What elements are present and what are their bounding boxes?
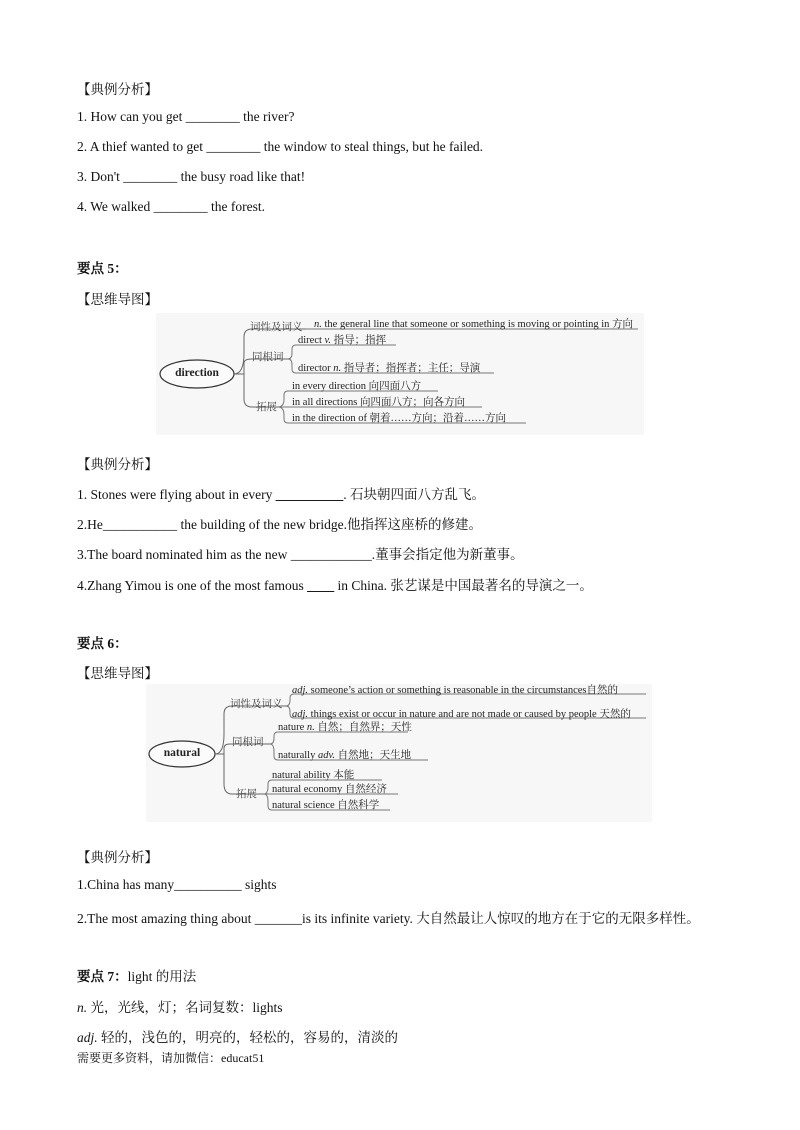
mindmap-direction (156, 313, 644, 435)
example-heading-6: 【典例分析】 (77, 850, 158, 865)
mindmap-entry: nature n. 自然；自然界；天性 (278, 722, 412, 733)
mindmap-entry: direct v. 指导；指挥 (298, 335, 387, 346)
definition-line: n. 光，光线，灯；名词复数：lights (77, 1000, 283, 1015)
example-item: 1. Stones were flying about in every __________. 石块朝四面八方乱飞。 (77, 487, 485, 502)
branch-label: 词性及词义 (230, 699, 283, 710)
branch-label: 拓展 (236, 789, 257, 800)
example-item: 1. How can you get ________ the river? (77, 109, 295, 124)
example-item: 2.He___________ the building of the new bridge.他指挥这座桥的修建。 (77, 517, 482, 532)
point-heading-5: 要点 5： (77, 261, 128, 276)
mindmap-entry: natural economy 自然经济 (272, 784, 387, 795)
branch-label: 同根词 (232, 737, 264, 748)
example-item: 2. A thief wanted to get ________ the window to steal things, but he failed. (77, 139, 484, 154)
example-item: 1.China has many__________ sights (77, 877, 277, 892)
footer-note: 需要更多资料，请加微信：educat51 (77, 1051, 265, 1065)
mindmap-natural (146, 684, 652, 822)
point-heading-7: 要点 7：light 的用法 (77, 969, 197, 984)
branch-label: 同根词 (252, 352, 284, 363)
example-item: 2.The most amazing thing about _______is its infinite variety. 大自然最让人惊叹的地方在于它的无限多样性。 (77, 911, 700, 926)
point-heading-6: 要点 6： (77, 636, 128, 651)
mindmap-entry: natural ability 本能 (272, 770, 355, 781)
branch-label: 拓展 (256, 402, 277, 413)
mindmap-entry: naturally adv. 自然地；天生地 (278, 750, 412, 761)
mindmap-entry: director n. 指导者；指挥者；主任；导演 (298, 363, 481, 374)
example-item: 4.Zhang Yimou is one of the most famous ____ in China. 张艺谋是中国最著名的导演之一。 (77, 578, 593, 593)
mindmap-center: natural (163, 747, 201, 759)
mindmap-entry: in every direction 向四面八方 (292, 381, 422, 392)
mindmap-entry: in all directions 向四面八方；向各方向 (292, 397, 465, 408)
mindmap-entry: adj. someone’s action or something is reasonable in the circumstances自然的 (292, 685, 619, 696)
example-item: 3. Don't ________ the busy road like that! (77, 169, 306, 184)
mindmap-heading-6: 【思维导图】 (77, 666, 158, 681)
example-item: 4. We walked ________ the forest. (77, 199, 265, 214)
example-heading-5: 【典例分析】 (77, 457, 158, 472)
branch-label: 词性及词义 (250, 322, 303, 333)
mindmap-entry: n. the general line that someone or something is moving or pointing in 方向 (314, 319, 634, 330)
mindmap-center: direction (175, 367, 219, 379)
example-heading-1: 【典例分析】 (77, 82, 158, 97)
mindmap-entry: adj. things exist or occur in nature and are not made or caused by people 天然的 (292, 709, 631, 720)
mindmap-heading-5: 【思维导图】 (77, 292, 158, 307)
definition-line: adj. 轻的，浅色的，明亮的，轻松的，容易的，清淡的 (77, 1030, 399, 1045)
mindmap-entry: natural science 自然科学 (272, 800, 380, 811)
example-item: 3.The board nominated him as the new ____________.董事会指定他为新董事。 (77, 547, 524, 562)
mindmap-entry: in the direction of 朝着……方向；沿着……方向 (292, 413, 507, 424)
